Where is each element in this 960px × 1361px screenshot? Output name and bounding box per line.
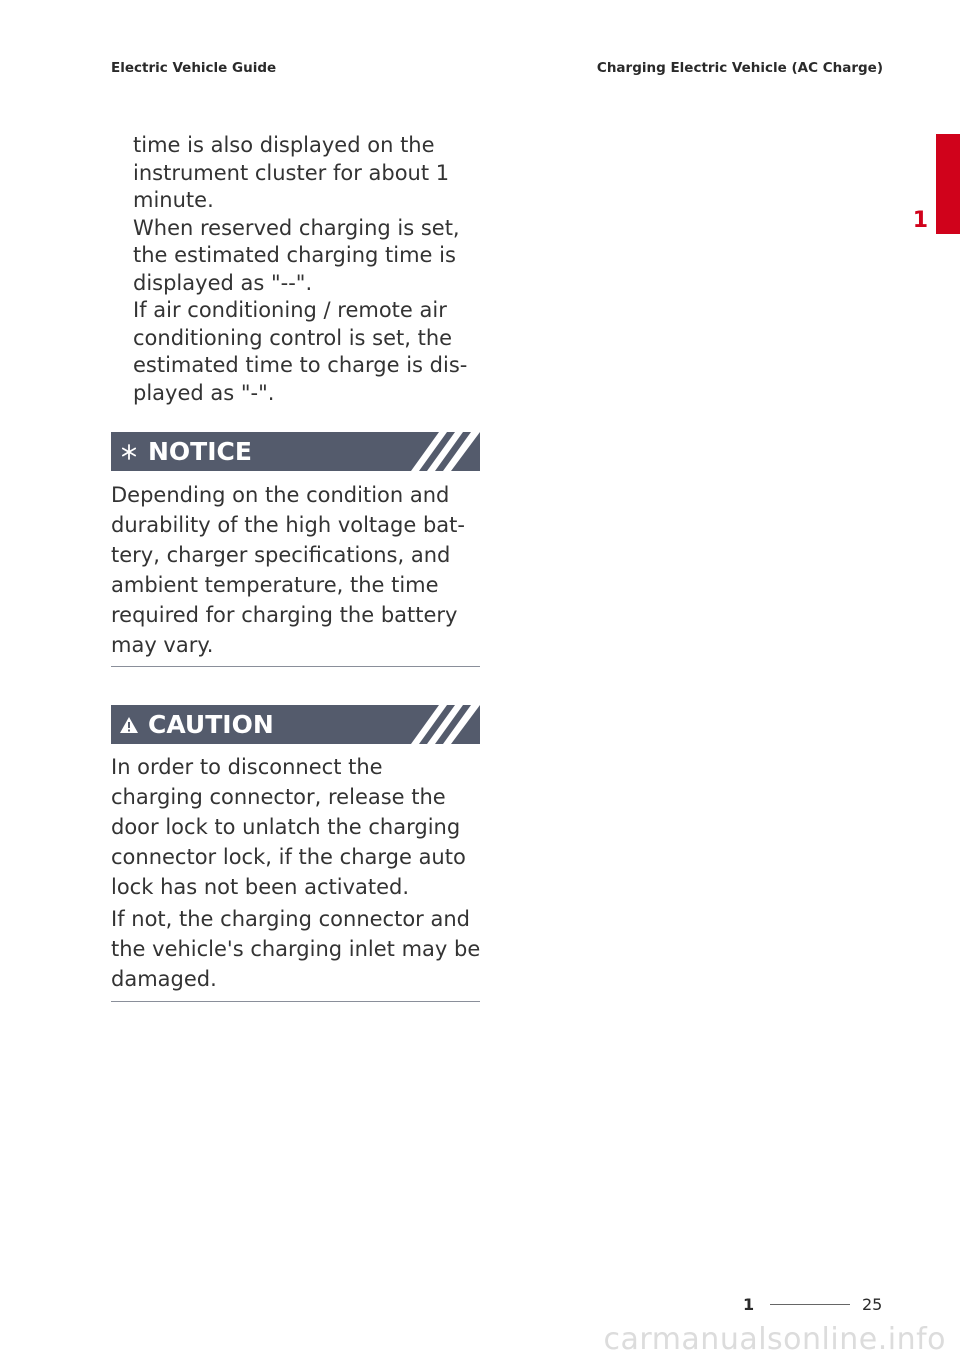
header-section-title: Charging Electric Vehicle (AC Charge) [596, 60, 883, 76]
chapter-tab-marker [936, 134, 960, 234]
continued-paragraph: time is also displayed on the instrument cluster for about 1 minute. [133, 133, 450, 212]
caution-text: In order to disconnect the charging connector, release the door lock to unlatch the charging connector lock, if the charge auto lock has not been activated. [111, 755, 466, 899]
watermark: carmanualsonline.info [603, 1322, 946, 1357]
notice-text: Depending on the condition and durability of the high voltage bat-tery, charger specifications, and ambient temperature, the time required for charging the battery may vary. [111, 483, 465, 657]
continued-paragraphs [133, 132, 473, 407]
continued-paragraph: If air conditioning / remote air conditioning control is set, the estimated time to charge is dis-played as "-". [133, 298, 468, 405]
caution-divider [111, 1001, 480, 1002]
snowflake-icon [119, 442, 139, 462]
chapter-tab-number: 1 [912, 208, 928, 233]
footer-chapter: 1 [743, 1295, 755, 1314]
notice-label: NOTICE [148, 437, 252, 466]
warning-triangle-icon [119, 715, 139, 735]
notice-divider [111, 666, 480, 667]
banner-stripes [411, 432, 480, 471]
caution-label: CAUTION [148, 710, 274, 739]
banner-stripes [411, 705, 480, 744]
caution-banner [111, 705, 480, 744]
footer-page-number: 25 [862, 1295, 883, 1314]
header-guide-title: Electric Vehicle Guide [111, 60, 277, 76]
footer-divider [770, 1304, 850, 1305]
notice-banner [111, 432, 480, 471]
caution-text: If not, the charging connector and the vehicle's charging inlet may be damaged. [111, 907, 481, 991]
continued-paragraph: When reserved charging is set, the estimated charging time is displayed as "--". [133, 215, 460, 295]
